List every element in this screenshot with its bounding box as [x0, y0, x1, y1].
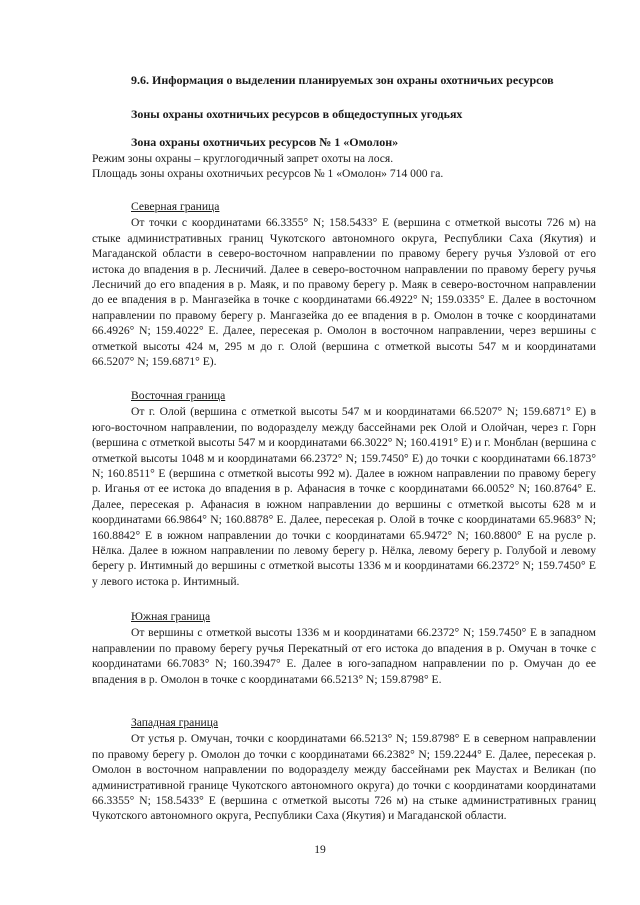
northern-boundary-section [92, 199, 596, 369]
southern-boundary-section [92, 609, 596, 687]
western-boundary-title: Западная граница [131, 716, 219, 729]
subsection-heading: Зоны охраны охотничьих ресурсов в общедоступных угодьях [131, 107, 463, 121]
eastern-boundary-text: От г. Олой (вершина с отметкой высоты 547 м и координатами 66.5207° N; 159.6871° E) в юго-восточном направлении, по водоразделу между бассейнами рек Олой и Олойчан, через г. Горн (вершина с отметкой высоты 547 м и координатами 66.3022° N; 160.4191° E) и г. Монблан (вершина с отметкой высоты 1048 м и координатами 66.2372° N; 159.7450° E) до точки с координатами 66.1873° N; 160.8511° E (вершина с отметкой высоты 992 м). Далее в южном направлении по правому берегу р. Иганья от ее истока до впадения в р. Афанасия в точке с координатами 66.0052° N; 160.8764° E. Далее, пересекая р. Афанасия в южном направлении до вершины с отметкой высоты 628 м и координатами 66.9864° N; 160.8878° E. Далее, пересекая р. Олой в точке с координатами 65.9683° N; 160.8842° E в южном направлении до точки с координатами 65.9472° N; 160.8800° E на русле р. Нёлка. Далее в южном направлении по левому берегу р. Нёлка, левому берегу р. Голубой и левому берегу р. Интимный до вершины с отметкой высоты 1336 м и координатами 66.2372° N; 159.7450° E у левого истока р. Интимный. [92, 405, 596, 588]
section-heading: 9.6. Информация о выделении планируемых зон охраны охотничьих ресурсов [131, 73, 554, 87]
zone-heading: Зона охраны охотничьих ресурсов № 1 «Омолон» [131, 135, 399, 149]
western-boundary-text: От устья р. Омучан, точки с координатами 66.5213° N; 159.8798° E в северном направлении по правому берегу р. Омолон до точки с координатами 66.2382° N; 159.2244° E. Далее, пересекая р. Омолон в восточном направлении по водоразделу между бассейнами рек Маустах и Великан (по административной границе Чукотского автономного округа) до точки с координатами координатами 66.3355° N; 158.5433° E (вершина с отметкой высоты 726 м) на стыке административных границ Чукотского автономного округа, Республики Саха (Якутия) и Магаданской области. [92, 732, 596, 823]
western-boundary-section [92, 715, 596, 824]
zone-area-text: Площадь зоны охраны охотничьих ресурсов № 1 «Омолон» 714 000 га. [92, 167, 444, 180]
northern-boundary-title: Северная граница [131, 200, 220, 213]
eastern-boundary-title: Восточная граница [131, 389, 226, 402]
eastern-boundary-section [92, 388, 596, 589]
southern-boundary-title: Южная граница [131, 610, 211, 623]
page-number: 19 [314, 843, 326, 856]
northern-boundary-text: От точки с координатами 66.3355° N; 158.5433° E (вершина с отметкой высоты 726 м) на стыке административных границ Чукотского автономного округа, Республики Саха (Якутия) и Магаданской области в северо-восточном направлении по правому берегу ручья Узловой от его истока до впадения в р. Лесничий. Далее в северо-восточном направлении по правому берегу ручья Лесничий до его впадения в р. Маяк, и по правому берегу р. Маяк в северо-восточном направлении до ее впадения в р. Мангазейка в точке с координатами 66.4922° N; 159.0335° E. Далее в восточном направлении по правому берегу р. Мангазейка до ее впадения в р. Омолон в точке с координатами 66.4926° N; 159.4022° E. Далее, пересекая р. Омолон в восточном направлении, через вершины с отметкой высоты 424 м, 295 м до г. Олой (вершина с отметкой высоты 547 м и координатами 66.5207° N; 159.6871° E). [92, 216, 596, 369]
southern-boundary-text: От вершины с отметкой высоты 1336 м и координатами 66.2372° N; 159.7450° E в западном направлении по правому берегу ручья Перекатный от его истока до впадения в р. Омучан в точке с координатами 66.7083° N; 160.3947° E. Далее в юго-западном направлении по р. Омучан до ее впадения в р. Омолон в точке с координатами 66.5213° N; 159.8798° E. [92, 626, 596, 686]
protection-regime-text: Режим зоны охраны – круглогодичный запрет охоты на лося. [92, 152, 394, 165]
